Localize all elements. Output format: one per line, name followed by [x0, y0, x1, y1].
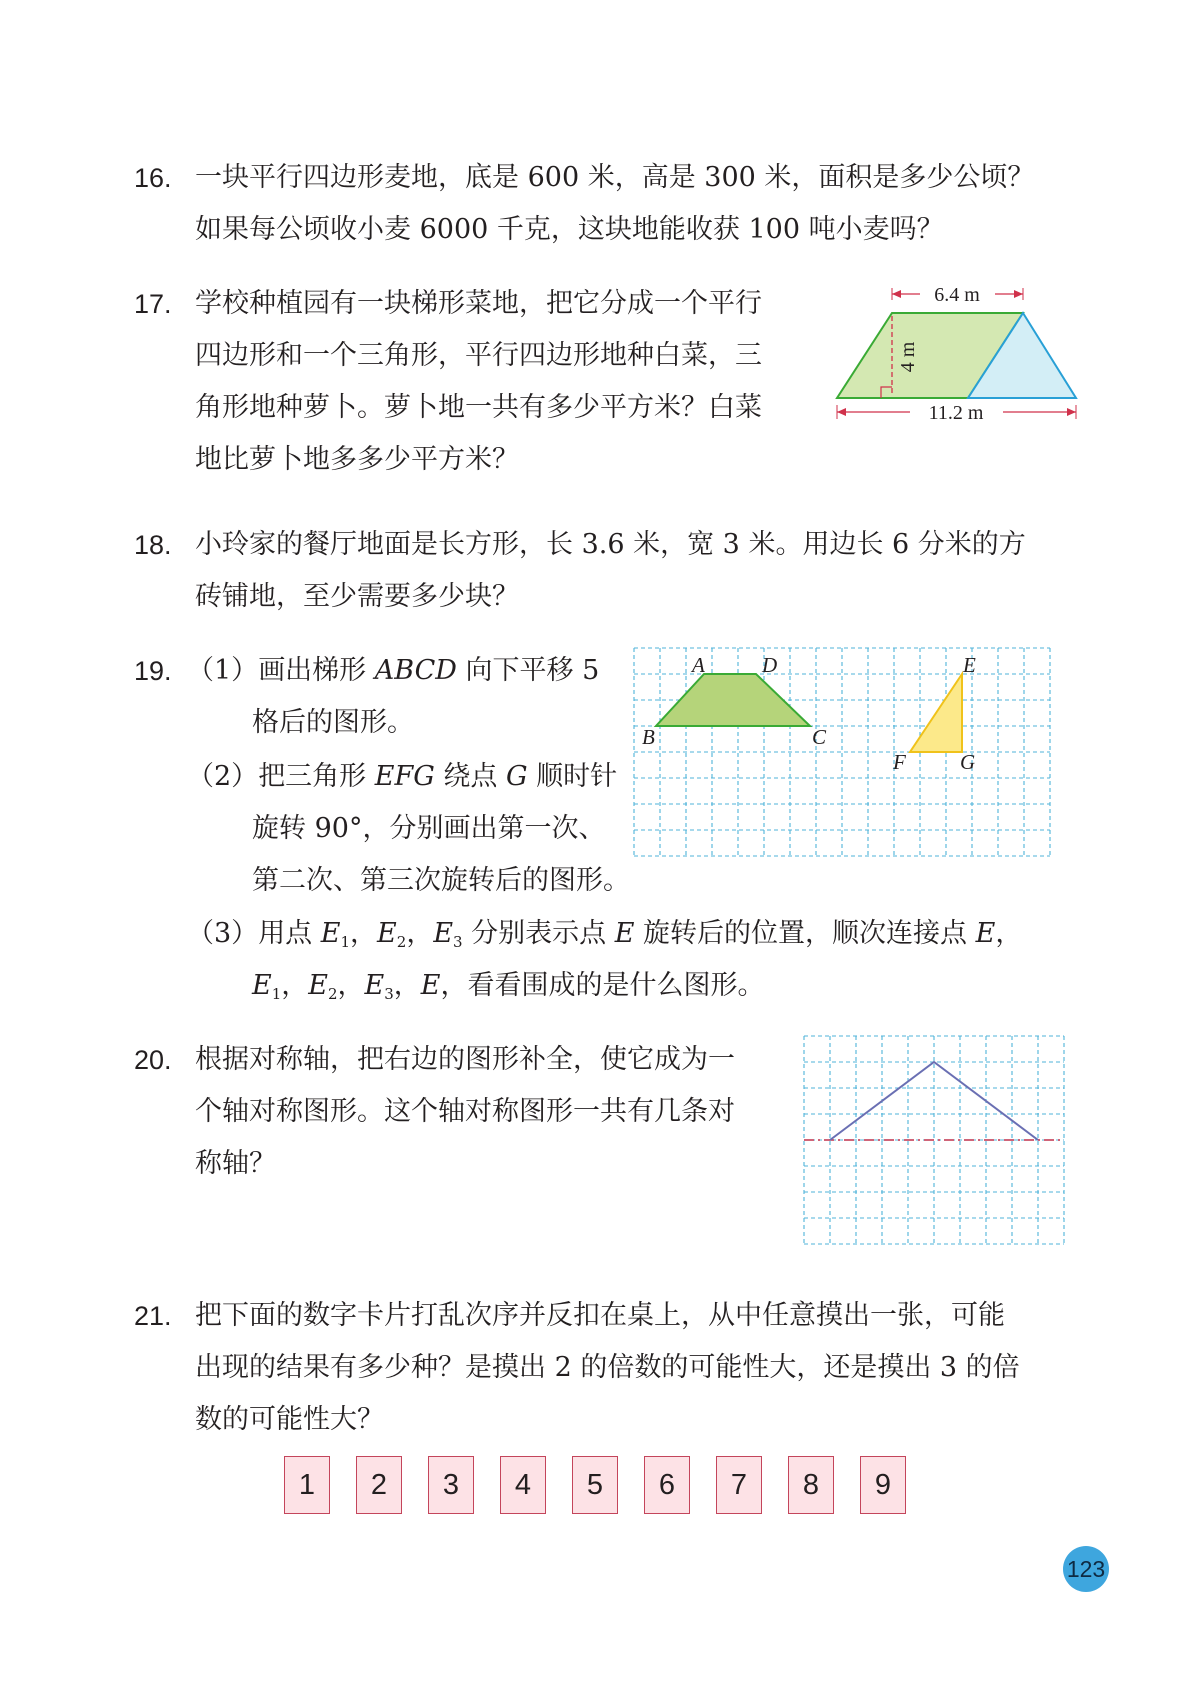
- number-card-8: 8: [788, 1456, 834, 1514]
- label-b: B: [642, 725, 655, 749]
- question-21-line-3: 数的可能性大？: [195, 1404, 384, 1435]
- label-d: D: [762, 653, 778, 677]
- question-16-number: 16.: [134, 163, 172, 193]
- height-label: 4 m: [897, 341, 919, 373]
- number-card-7: 7: [716, 1456, 762, 1514]
- label-e: E: [963, 653, 976, 677]
- question-19-part-3-line-2: $E_1$，$E_2$，$E_3$，E，看看围成的是什么图形。: [252, 970, 765, 1003]
- question-20-line-3: 称轴？: [195, 1148, 276, 1179]
- question-19-part-3-line-1: （3）用点 $E_1$，$E_2$，$E_3$ 分别表示点 E 旋转后的位置，顺次连接点 E，: [187, 918, 1023, 951]
- question-19-part-2-line-3: 第二次、第三次旋转后的图形。: [252, 865, 630, 896]
- question-20-line-1: 根据对称轴，把右边的图形补全，使它成为一: [195, 1044, 735, 1075]
- question-16-line-1: 一块平行四边形麦地，底是 600 米，高是 300 米，面积是多少公顷？: [195, 162, 1035, 193]
- question-21-line-2: 出现的结果有多少种？是摸出 2 的倍数的可能性大，还是摸出 3 的倍: [195, 1352, 1020, 1383]
- number-card-5: 5: [572, 1456, 618, 1514]
- question-20-line-2: 个轴对称图形。这个轴对称图形一共有几条对: [195, 1096, 735, 1127]
- question-17-number: 17.: [134, 289, 172, 319]
- number-card-4: 4: [500, 1456, 546, 1514]
- triangle-efg: [910, 674, 962, 752]
- label-f: F: [893, 750, 906, 774]
- dashed-grid-19: [634, 648, 1050, 856]
- trapezoid-garden-figure: [820, 282, 1080, 422]
- label-a: A: [692, 653, 705, 677]
- number-card-9: 9: [860, 1456, 906, 1514]
- number-card-2: 2: [356, 1456, 402, 1514]
- question-17-line-4: 地比萝卜地多多少平方米？: [195, 444, 519, 475]
- bottom-length-label: 11.2 m: [928, 402, 984, 424]
- page-number-badge: 123: [1063, 1546, 1109, 1592]
- symmetry-grid: [800, 1036, 1064, 1246]
- number-card-1: 1: [284, 1456, 330, 1514]
- question-18-number: 18.: [134, 530, 172, 560]
- part-2-label: （2）: [187, 761, 259, 792]
- question-19-part-2-line-2: 旋转 90°，分别画出第一次、: [252, 813, 606, 844]
- top-length-label: 6.4 m: [934, 284, 980, 306]
- question-19-part-1-line-2: 格后的图形。: [252, 707, 414, 738]
- question-21-line-1: 把下面的数字卡片打乱次序并反扣在桌上，从中任意摸出一张，可能: [195, 1300, 1005, 1331]
- question-19-number: 19.: [134, 656, 172, 686]
- trapezoid-abcd: [656, 674, 810, 726]
- question-16-line-2: 如果每公顷收小麦 6000 千克，这块地能收获 100 吨小麦吗？: [195, 214, 944, 245]
- translation-rotation-grid: [630, 645, 1064, 880]
- question-19-part-2-line-1: （2）把三角形 EFG 绕点 G 顺时针: [187, 761, 618, 792]
- part-1-label: （1）: [187, 655, 259, 686]
- question-18-line-2: 砖铺地，至少需要多少块？: [195, 581, 519, 612]
- number-card-6: 6: [644, 1456, 690, 1514]
- question-21-number: 21.: [134, 1301, 172, 1331]
- question-17-line-2: 四边形和一个三角形，平行四边形地种白菜，三: [195, 340, 762, 371]
- question-20-number: 20.: [134, 1045, 172, 1075]
- part-3-label: （3）: [187, 918, 259, 949]
- question-17-line-3: 角形地种萝卜。萝卜地一共有多少平方米？白菜: [195, 392, 762, 423]
- question-17-line-1: 学校种植园有一块梯形菜地，把它分成一个平行: [195, 288, 762, 319]
- label-g: G: [960, 750, 976, 774]
- number-card-3: 3: [428, 1456, 474, 1514]
- question-18-line-1: 小玲家的餐厅地面是长方形，长 3.6 米，宽 3 米。用边长 6 分米的方: [195, 529, 1026, 560]
- question-19-part-1-line-1: （1）画出梯形 ABCD 向下平移 5: [187, 655, 600, 686]
- label-c: C: [812, 725, 827, 749]
